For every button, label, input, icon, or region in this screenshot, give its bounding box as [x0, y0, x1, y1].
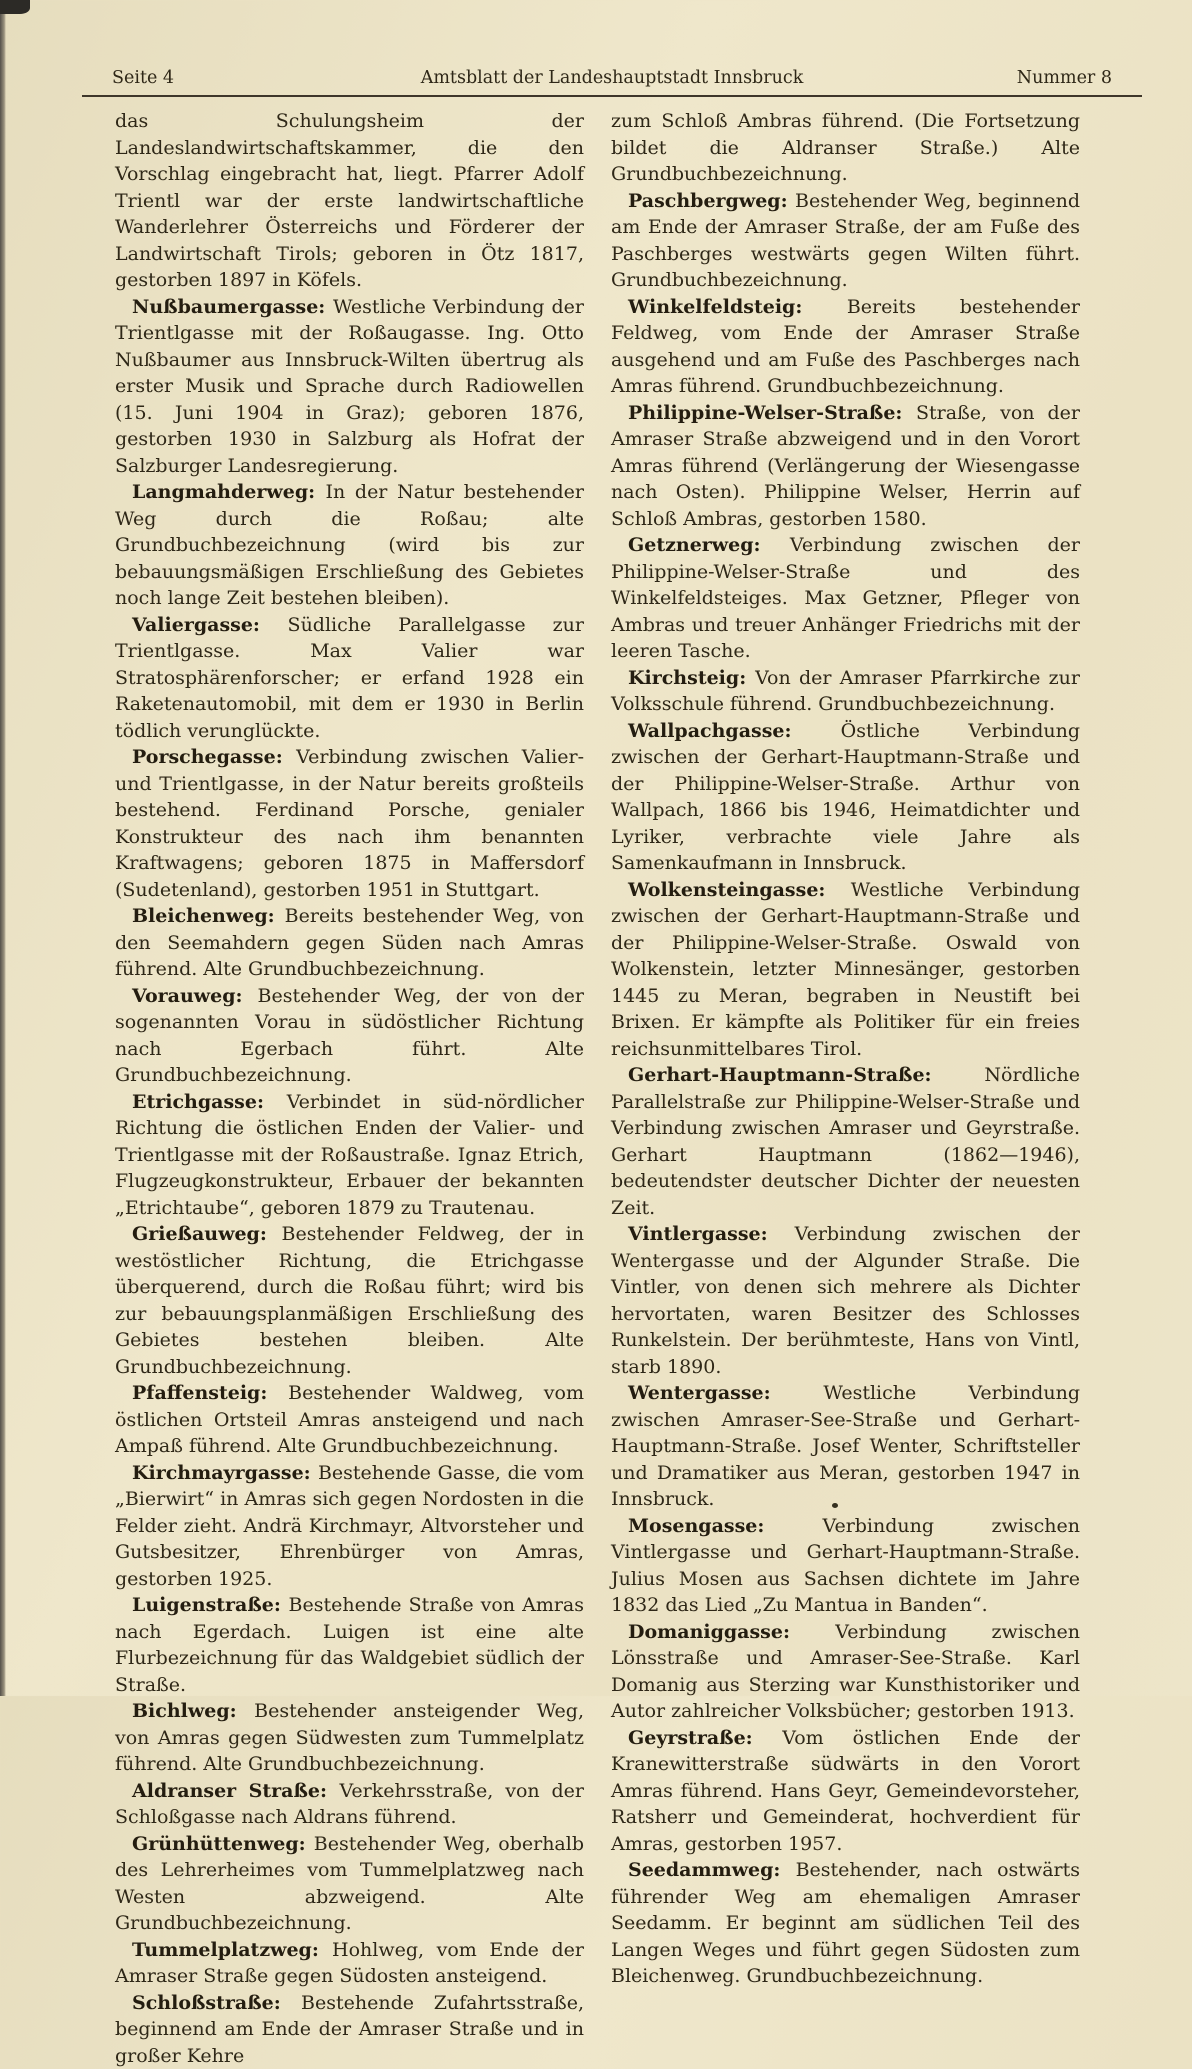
street-name: Paschbergweg:: [628, 190, 795, 212]
page-number-label: Seite 4: [82, 68, 412, 88]
street-name: Aldranser Straße:: [132, 1780, 339, 1802]
street-entry: [611, 1725, 1080, 1858]
street-name: Porschegasse:: [132, 746, 296, 768]
street-description: Von der Amraser Pfarrkirche zur Volksschule führend. Grundbuchbezeichnung.: [611, 667, 1080, 716]
street-name: Geyrstraße:: [628, 1727, 782, 1749]
scan-edge-shadow: [0, 0, 6, 1696]
street-name: Bleichenweg:: [132, 905, 285, 927]
street-name: Schloßstraße:: [132, 1992, 301, 2014]
street-description: Westliche Verbindung der Trientlgasse mit der Roßaugasse. Ing. Otto Nußbaumer aus Innsbruck-Wilten übertrug als erster Musik und Sprache durch Radiowellen (15. Juni 1904 in Graz); geboren 1876, gestorben 1930 in Salzburg als Hofrat der Salzburger Landesregierung.: [115, 296, 584, 477]
street-entry: [611, 532, 1080, 665]
street-entry: [611, 718, 1080, 877]
street-entry: [115, 1221, 584, 1380]
street-name: Grießauweg:: [132, 1223, 282, 1245]
street-description: Nördliche Parallelstraße zur Philippine-Welser-Straße und Verbindung zwischen Amraser und Geyrstraße. Gerhart Hauptmann (1862—1946), bedeutendster deutscher Dichter der neuesten Zeit.: [611, 1064, 1080, 1219]
street-name: Nußbaumergasse:: [132, 296, 333, 318]
scan-corner-mark: [0, 0, 30, 14]
street-entry: [611, 1380, 1080, 1513]
street-name: Kirchmayrgasse:: [132, 1462, 318, 1484]
street-description: Verbindung zwischen Valier- und Trientlgasse, in der Natur bereits großteils bestehend. Ferdinand Porsche, genialer Konstrukteur des nach ihm benannten Kraftwagens; geboren 1875 in Maffersdorf (Sudetenland), gestorben 1951 in Stuttgart.: [115, 746, 584, 901]
street-entry: [611, 294, 1080, 400]
street-description: Verbindet in süd-nördlicher Richtung die östlichen Enden der Valier- und Trientlgasse mit der Roßaustraße. Ignaz Etrich, Flugzeugkonstrukteur, Erbauer der bekannten „Etrichtaube“, geboren 1879 zu Trautenau.: [115, 1091, 584, 1219]
text-body: [115, 108, 1080, 2069]
street-entry: [115, 1831, 584, 1937]
street-entry: [115, 1778, 584, 1831]
street-name: Vintlergasse:: [628, 1223, 795, 1245]
street-description: Bestehender Feldweg, der in westöstlicher Richtung, die Etrichgasse überquerend, durch die Roßau führt; wird bis zur bebauungsplanmäßigen Erschließung des Gebietes bestehen bleiben. Alte Grundbuchbezeichnung.: [115, 1223, 584, 1378]
street-description: Bereits bestehender Feldweg, vom Ende der Amraser Straße ausgehend und am Fuße des Paschberges nach Amras führend. Grundbuchbezeichnung.: [611, 296, 1080, 398]
street-entry: [611, 877, 1080, 1063]
street-entry: [611, 1062, 1080, 1221]
street-name: Philippine-Welser-Straße:: [628, 402, 916, 424]
street-name: Winkelfeldsteig:: [628, 296, 847, 318]
street-entry: [115, 479, 584, 612]
street-description: Bestehender, nach ostwärts führender Weg am ehemaligen Amraser Seedamm. Er beginnt am südlichen Teil des Langen Weges und führt gegen Südosten zum Bleichenweg. Grundbuchbezeichnung.: [611, 1859, 1080, 1987]
street-description: Verbindung zwischen Vintlergasse und Gerhart-Hauptmann-Straße. Julius Mosen aus Sachsen dichtete im Jahre 1832 das Lied „Zu Mantua in Banden“.: [611, 1515, 1080, 1617]
street-entry: [115, 1592, 584, 1698]
street-name: Valiergasse:: [132, 614, 288, 636]
street-entry: [115, 1460, 584, 1593]
street-name: Bichlweg:: [132, 1700, 254, 1722]
street-entry: [611, 188, 1080, 294]
gazette-title: Amtsblatt der Landeshauptstadt Innsbruck: [412, 68, 812, 88]
street-description: Verbindung zwischen Lönsstraße und Amraser-See-Straße. Karl Domanig aus Sterzing war Kunsthistoriker und Autor zahlreicher Volksbücher; gestorben 1913.: [611, 1621, 1080, 1723]
street-name: Getznerweg:: [628, 534, 790, 556]
running-head: [82, 68, 1142, 97]
street-name: Wentergasse:: [628, 1382, 823, 1404]
street-description: Bestehender Waldweg, vom östlichen Ortsteil Amras ansteigend und nach Ampaß führend. Alte Grundbuchbezeichnung.: [115, 1382, 584, 1457]
street-description: In der Natur bestehender Weg durch die Roßau; alte Grundbuchbezeichnung (wird bis zur bebauungsmäßigen Erschließung des Gebietes noch lange Zeit bestehen bleiben).: [115, 481, 584, 609]
street-description: Bereits bestehender Weg, von den Seemahdern gegen Süden nach Amras führend. Alte Grundbuchbezeichnung.: [115, 905, 584, 980]
street-name: Kirchsteig:: [628, 667, 755, 689]
street-name: Wolkensteingasse:: [628, 879, 851, 901]
street-name: Grünhüttenweg:: [132, 1833, 314, 1855]
street-description: Westliche Verbindung zwischen der Gerhart-Hauptmann-Straße und der Philippine-Welser-Straße. Oswald von Wolkenstein, letzter Minnesänger, gestorben 1445 zu Meran, begraben in Neustift bei Brixen. Er kämpfte als Politiker für ein freies reichsunmittelbares Tirol.: [611, 879, 1080, 1060]
street-description: Straße, von der Amraser Straße abzweigend und in den Vorort Amras führend (Verlängerung der Wiesengasse nach Osten). Philippine Welser, Herrin auf Schloß Ambras, gestorben 1580.: [611, 402, 1080, 530]
street-entry: [115, 108, 584, 294]
street-entry: [115, 1089, 584, 1222]
street-entry: [115, 612, 584, 745]
street-name: Wallpachgasse:: [628, 720, 841, 742]
street-description: Bestehende Gasse, die vom „Bierwirt“ in Amras sich gegen Nordosten in die Felder zieht. Andrä Kirchmayr, Altvorsteher und Gutsbesitzer, Ehrenbürger von Amras, gestorben 1925.: [115, 1462, 584, 1590]
street-entry: [611, 1221, 1080, 1380]
street-description: Bestehender Weg, der von der sogenannten Vorau in südöstlicher Richtung nach Egerbach führt. Alte Grundbuchbezeichnung.: [115, 985, 584, 1087]
left-column: [115, 108, 584, 2069]
street-entry: [115, 1990, 584, 2069]
street-description: Verbindung zwischen der Wentergasse und der Algunder Straße. Die Vintler, von denen sich mehrere als Dichter hervortaten, waren Besitzer des Schlosses Runkelstein. Der berühmteste, Hans von Vintl, starb 1890.: [611, 1223, 1080, 1378]
street-entry: [115, 983, 584, 1089]
street-entry: [115, 903, 584, 983]
street-name: Vorauweg:: [132, 985, 258, 1007]
issue-number-label: Nummer 8: [812, 68, 1142, 88]
street-entry: [611, 400, 1080, 533]
street-entry: [115, 294, 584, 480]
street-name: Seedammweg:: [628, 1859, 796, 1881]
street-entry: [115, 1937, 584, 1990]
street-name: Tummelplatzweg:: [132, 1939, 332, 1961]
street-description: das Schulungsheim der Landeslandwirtschaftskammer, die den Vorschlag eingebracht hat, liegt. Pfarrer Adolf Trientl war der erste landwirtschaftliche Wanderlehrer Österreichs und Förderer der Landwirtschaft Tirols; geboren in Ötz 1817, gestorben 1897 in Köfels.: [115, 110, 584, 291]
street-entry: [115, 1380, 584, 1460]
street-entry: [115, 1698, 584, 1778]
street-description: Östliche Verbindung zwischen der Gerhart-Hauptmann-Straße und der Philippine-Welser-Straße. Arthur von Wallpach, 1866 bis 1946, Heimatdichter und Lyriker, verbrachte viele Jahre als Samenkaufmann in Innsbruck.: [611, 720, 1080, 875]
street-entry: [611, 1857, 1080, 1990]
street-name: Mosengasse:: [628, 1515, 822, 1537]
street-entry: [611, 108, 1080, 188]
street-name: Pfaffensteig:: [132, 1382, 288, 1404]
street-name: Gerhart-Hauptmann-Straße:: [628, 1064, 984, 1086]
street-description: Hohlweg, vom Ende der Amraser Straße gegen Südosten ansteigend.: [115, 1939, 584, 1988]
street-entry: [611, 1513, 1080, 1619]
street-description: Bestehende Straße von Amras nach Egerdach. Luigen ist eine alte Flurbezeichnung für das Waldgebiet südlich der Straße.: [115, 1594, 584, 1696]
street-name: Domaniggasse:: [628, 1621, 835, 1643]
right-column: [611, 108, 1080, 2069]
street-name: Langmahderweg:: [132, 481, 325, 503]
street-description: Bestehender ansteigender Weg, von Amras gegen Südwesten zum Tummelplatz führend. Alte Grundbuchbezeichnung.: [115, 1700, 584, 1775]
street-description: Vom östlichen Ende der Kranewitterstraße südwärts in den Vorort Amras führend. Hans Geyr, Gemeindevorsteher, Ratsherr und Gemeinderat, hochverdient für Amras, gestorben 1957.: [611, 1727, 1080, 1855]
street-description: zum Schloß Ambras führend. (Die Fortsetzung bildet die Aldranser Straße.) Alte Grundbuchbezeichnung.: [611, 110, 1080, 185]
street-entry: [611, 665, 1080, 718]
street-description: Bestehender Weg, oberhalb des Lehrerheimes vom Tummelplatzweg nach Westen abzweigend. Alte Grundbuchbezeichnung.: [115, 1833, 584, 1935]
street-entry: [611, 1619, 1080, 1725]
street-description: Verbindung zwischen der Philippine-Welser-Straße und des Winkelfeldsteiges. Max Getzner, Pfleger von Ambras und treuer Anhänger Friedrichs mit der leeren Tasche.: [611, 534, 1080, 662]
street-description: Verkehrsstraße, von der Schloßgasse nach Aldrans führend.: [115, 1780, 584, 1829]
street-entry: [115, 744, 584, 903]
street-description: Südliche Parallelgasse zur Trientlgasse. Max Valier war Stratosphärenforscher; er erfand 1928 ein Raketenautomobil, mit dem er 1930 in Berlin tödlich verunglückte.: [115, 614, 584, 742]
street-description: Westliche Verbindung zwischen Amraser-See-Straße und Gerhart-Hauptmann-Straße. Josef Wenter, Schriftsteller und Dramatiker aus Meran, gestorben 1947 in Innsbruck.: [611, 1382, 1080, 1510]
street-name: Etrichgasse:: [132, 1091, 287, 1113]
street-description: Bestehende Zufahrtsstraße, beginnend am Ende der Amraser Straße und in großer Kehre: [115, 1992, 584, 2067]
street-name: Luigenstraße:: [132, 1594, 289, 1616]
street-description: Bestehender Weg, beginnend am Ende der Amraser Straße, der am Fuße des Paschberges westwärts gegen Wilten führt. Grundbuchbezeichnung.: [611, 190, 1080, 292]
